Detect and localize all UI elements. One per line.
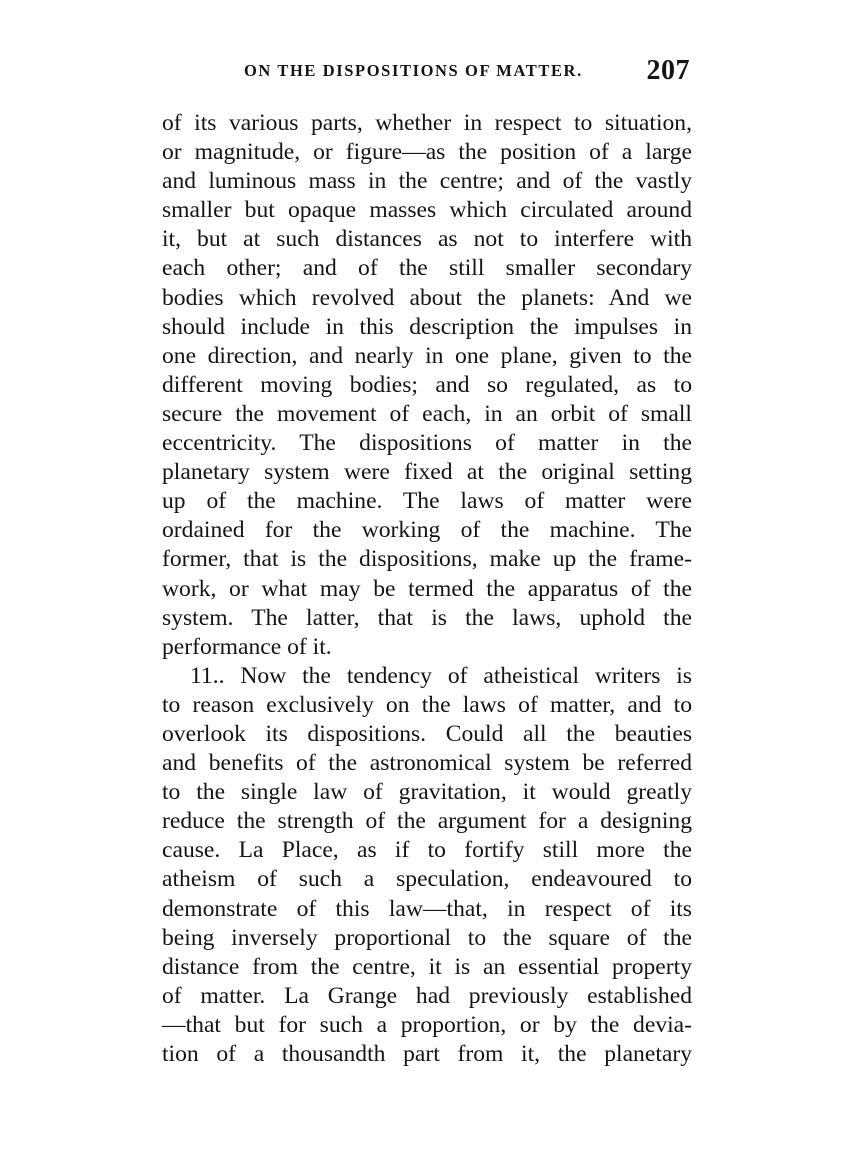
- body-text: [162, 109, 692, 1069]
- text-line: being inversely proportional to the square of the: [162, 924, 692, 951]
- text-line: reduce the strength of the argument for a designing: [162, 808, 692, 835]
- text-line: up of the machine. The laws of matter were: [162, 488, 692, 515]
- running-head: [162, 55, 694, 95]
- text-line: and benefits of the astronomical system be referred: [162, 750, 692, 777]
- text-line: should include in this description the impulses in: [162, 313, 692, 340]
- text-line: cause. La Place, as if to fortify still more the: [162, 837, 692, 864]
- text-line: former, that is the dispositions, make up the frame-: [162, 546, 692, 573]
- text-line: and luminous mass in the centre; and of the vastly: [162, 168, 692, 195]
- text-line: it, but at such distances as not to interfere with: [162, 226, 692, 253]
- text-line: distance from the centre, it is an essential property: [162, 953, 692, 980]
- text-line: smaller but opaque masses which circulated around: [162, 197, 692, 224]
- text-line: ordained for the working of the machine. The: [162, 517, 692, 544]
- text-line: secure the movement of each, in an orbit of small: [162, 400, 692, 427]
- text-line: demonstrate of this law—that, in respect of its: [162, 895, 692, 922]
- text-line: work, or what may be termed the apparatus of the: [162, 575, 692, 602]
- page-number: 207: [646, 55, 690, 86]
- text-line: eccentricity. The dispositions of matter in the: [162, 430, 692, 457]
- text-line: or magnitude, or figure—as the position of a large: [162, 139, 692, 166]
- text-line: —that but for such a proportion, or by the devia-: [162, 1011, 692, 1038]
- text-line: to reason exclusively on the laws of matter, and to: [162, 691, 692, 718]
- paragraph-end-line: performance of it.: [162, 633, 332, 660]
- text-line: of matter. La Grange had previously established: [162, 982, 692, 1009]
- text-line: system. The latter, that is the laws, uphold the: [162, 604, 692, 631]
- text-line: bodies which revolved about the planets: And we: [162, 284, 692, 311]
- paragraph-start-line: 11.. Now the tendency of atheistical writers is: [190, 662, 692, 689]
- text-line: overlook its dispositions. Could all the beauties: [162, 720, 692, 747]
- text-line: to the single law of gravitation, it would greatly: [162, 779, 692, 806]
- text-line: tion of a thousandth part from it, the planetary: [162, 1041, 692, 1067]
- text-line: atheism of such a speculation, endeavoured to: [162, 866, 692, 893]
- text-line: one direction, and nearly in one plane, given to the: [162, 342, 692, 369]
- running-title: ON THE DISPOSITIONS OF MATTER.: [244, 61, 583, 80]
- text-line: planetary system were fixed at the original setting: [162, 459, 692, 486]
- text-line: different moving bodies; and so regulated, as to: [162, 371, 692, 398]
- text-line: of its various parts, whether in respect to situation,: [162, 110, 692, 136]
- text-line: each other; and of the still smaller secondary: [162, 255, 692, 282]
